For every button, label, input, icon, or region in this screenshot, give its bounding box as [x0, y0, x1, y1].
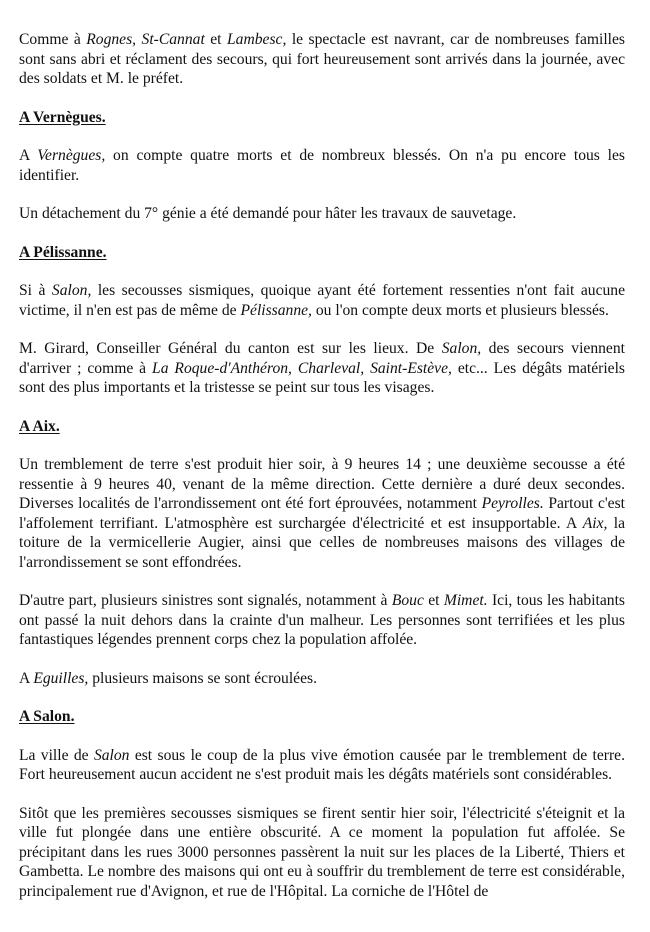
place-name: La Roque-d'Anthéron, Charleval, Saint-Estève, — [152, 359, 452, 377]
text-run: les secousses sismiques, quoique ayant été fortement ressenties n'ont fait aucune victime, il n'en est pas de même de — [19, 282, 625, 319]
text-run: M. Girard, Conseiller Général du canton est sur les lieux. De — [19, 340, 442, 357]
paragraph — [19, 669, 625, 689]
place-name: Salon, — [441, 340, 482, 357]
paragraph — [19, 30, 625, 89]
place-name: Salon, — [51, 282, 92, 299]
section-heading-a-pelissanne: A Pélissanne. — [19, 243, 107, 261]
text-run: Si à — [19, 282, 52, 299]
section-heading-a-salon: A Salon. — [19, 708, 75, 725]
text-run: Un détachement du 7° génie a été demandé pour hâter les travaux de sauvetage. — [19, 205, 517, 222]
text-run: la toiture de la vermicellerie Augier, ainsi que celles de nombreuses maisons des villages de l'arrondissement se sont effondrées. — [19, 514, 626, 571]
text-run: Ici, tous les habitants ont passé la nuit dehors dans la crainte d'un malheur. Les personnes sont terrifiées et les plus fantastiques légendes prennent corps chez la population affolée. — [19, 592, 625, 648]
text-run: est sous le coup de la plus vive émotion causée par le tremblement de terre. Fort heureusement aucun accident ne s'est produit mais les dégâts matériels sont considérables. — [19, 746, 625, 783]
place-name: Salon — [93, 746, 130, 764]
paragraph — [19, 804, 625, 902]
text-run: A — [19, 669, 34, 687]
text-run: on compte quatre morts et de nombreux blessés. On n'a pu encore tous les identifier. — [19, 147, 625, 184]
text-run: Sitôt que les premières secousses sismiques se firent sentir hier soir, l'électricité s'éteignit et la ville fut plongée dans une entière obscurité. A ce moment la population fut affolée. Se précipitant dans les rues 3000 personnes passèrent la nuit sur les places de la Liberté, Thiers et Gambetta. Le nombre des maisons qui ont eu à souffrir du tremblement de terre est considérable, principalement rue d'Avignon, et rue de l'Hôpital. La corniche de l'Hôtel de — [19, 804, 625, 900]
text-run: et — [204, 31, 227, 48]
text-run: le spectacle est navrant, car de nombreuses familles sont sans abri et réclament des secours, qui fort heureusement sont arrivés dans la journée, avec des soldats et M. le préfet. — [19, 31, 625, 87]
place-name: Aix, — [582, 514, 608, 532]
text-run: etc... Les dégâts matériels sont des plus importants et la tristesse se peint sur tous les visages. — [19, 359, 625, 396]
text-run: plusieurs maisons se sont écroulées. — [88, 669, 317, 687]
place-name: Pélissanne, — [240, 301, 312, 319]
place-name: Peyrolles. — [481, 495, 544, 512]
text-run: ou l'on compte deux morts et plusieurs blessés. — [311, 301, 609, 319]
text-run: et — [423, 592, 444, 609]
text-run: D'autre part, plusieurs sinistres sont signalés, notamment à — [19, 592, 392, 609]
text-run: des secours viennent d'arriver ; comme à — [19, 340, 625, 377]
paragraph — [19, 591, 625, 650]
paragraph — [19, 146, 625, 185]
paragraph — [19, 339, 625, 398]
place-name: Eguilles, — [33, 669, 89, 687]
place-name: Bouc — [391, 592, 424, 609]
section-heading-a-vernegues: A Vernègues. — [19, 108, 106, 126]
section-heading-a-aix: A Aix. — [19, 417, 60, 435]
paragraph — [19, 455, 625, 572]
text-run: Comme à — [19, 31, 87, 48]
paragraph — [19, 204, 625, 224]
text-run: La ville de — [19, 746, 94, 764]
text-run: Un tremblement de terre s'est produit hier soir, à 9 heures 14 ; une deuxième secousse a été ressentie à 9 heures 40, venant de la même direction. Cette dernière a duré deux secondes. Diverses localités de l'arrondissement ont été fort éprouvées, notamment — [19, 456, 625, 512]
text-run: Partout c'est l'affolement terrifiant. L'atmosphère est surchargée d'électricité et est insupportable. A — [19, 495, 625, 532]
place-name: Mimet. — [443, 592, 488, 609]
place-name: Vernègues, — [37, 147, 106, 164]
paragraph — [19, 746, 625, 785]
text-run: A — [19, 147, 38, 164]
place-name: Rognes, St-Cannat — [86, 31, 205, 48]
place-name: Lambesc, — [227, 31, 287, 48]
paragraph — [19, 281, 625, 320]
